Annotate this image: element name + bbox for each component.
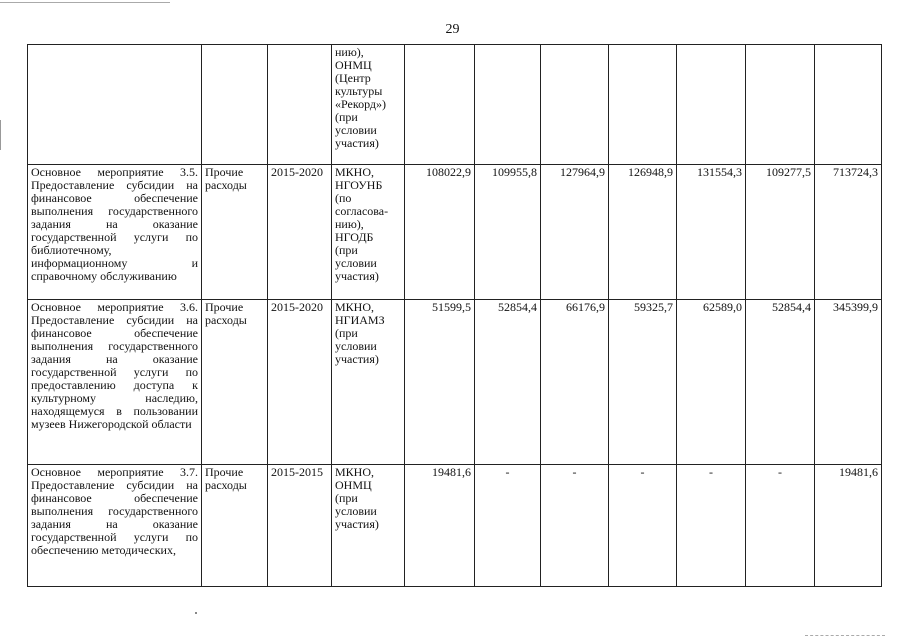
executor-line: участия) xyxy=(335,269,379,283)
executor-line: участия) xyxy=(335,517,379,531)
scan-edge-mark xyxy=(805,634,885,636)
executor-line: условии xyxy=(335,504,377,518)
table-row xyxy=(28,300,882,465)
total-cell: 713724,3 xyxy=(815,165,882,300)
activity-description-cell: Основное мероприятие 3.7. Предоставление субсидии на финансовое обеспечение выполнения государственного задания на оказание государственной услуги по обеспечению методических, xyxy=(28,465,202,587)
executor-line: условии xyxy=(335,256,377,270)
expense-type-cell xyxy=(202,45,268,165)
value-cell: - xyxy=(609,465,677,587)
period-cell: 2015-2020 xyxy=(268,300,332,465)
value-cell xyxy=(475,45,541,165)
executor-cell xyxy=(332,300,405,465)
value-cell: 62589,0 xyxy=(677,300,746,465)
executor-line: (при xyxy=(335,110,358,124)
executor-line: нию), xyxy=(335,217,364,231)
executor-line: участия) xyxy=(335,136,379,150)
executor-line: (при xyxy=(335,491,358,505)
value-cell xyxy=(677,45,746,165)
value-cell: 66176,9 xyxy=(541,300,609,465)
value-cell xyxy=(609,45,677,165)
activity-description-cell xyxy=(28,45,202,165)
value-cell: - xyxy=(475,465,541,587)
scan-speck xyxy=(195,612,197,614)
value-cell: 109277,5 xyxy=(746,165,815,300)
value-cell: 109955,8 xyxy=(475,165,541,300)
expense-type-cell: Прочие расходы xyxy=(202,165,268,300)
value-cell: 52854,4 xyxy=(475,300,541,465)
page-number: 29 xyxy=(445,22,460,37)
executor-line: нию), xyxy=(335,45,364,59)
value-cell: - xyxy=(541,465,609,587)
executor-line: (при xyxy=(335,243,358,257)
expense-type-cell: Прочие расходы xyxy=(202,465,268,587)
total-cell: 19481,6 xyxy=(815,465,882,587)
value-cell: 108022,9 xyxy=(405,165,475,300)
value-cell: 131554,3 xyxy=(677,165,746,300)
total-cell xyxy=(815,45,882,165)
value-cell: 51599,5 xyxy=(405,300,475,465)
value-cell: 126948,9 xyxy=(609,165,677,300)
value-cell: 19481,6 xyxy=(405,465,475,587)
executor-line: участия) xyxy=(335,352,379,366)
executor-line: НГОДБ xyxy=(335,230,374,244)
executor-line: МКНО, xyxy=(335,465,375,479)
executor-line: (по xyxy=(335,191,352,205)
executor-line: условии xyxy=(335,123,377,137)
table-row xyxy=(28,45,882,165)
executor-cell xyxy=(332,45,405,165)
executor-line: МКНО, xyxy=(335,300,375,314)
executor-line: условии xyxy=(335,339,377,353)
activity-description-cell: Основное мероприятие 3.6. Предоставление субсидии на финансовое обеспечение выполнения государственного задания на оказание государственной услуги по предоставлению доступа к культурному наследию, находящемуся в пользовании музеев Нижегородской области xyxy=(28,300,202,465)
executor-line: МКНО, xyxy=(335,165,375,179)
executor-line: (Центр xyxy=(335,71,371,85)
period-cell: 2015-2015 xyxy=(268,465,332,587)
value-cell: - xyxy=(746,465,815,587)
value-cell xyxy=(746,45,815,165)
activity-description-cell: Основное мероприятие 3.5. Предоставление субсидии на финансовое обеспечение выполнения государственного задания на оказание государственной услуги по библиотечному, информационному и справочному обслуживанию xyxy=(28,165,202,300)
executor-line: (при xyxy=(335,326,358,340)
value-cell: - xyxy=(677,465,746,587)
executor-line: ОНМЦ xyxy=(335,478,372,492)
executor-line: культуры xyxy=(335,84,383,98)
scan-edge-mark xyxy=(0,120,1,150)
value-cell xyxy=(405,45,475,165)
executor-line: «Рекорд») xyxy=(335,97,387,111)
table-row xyxy=(28,165,882,300)
period-cell xyxy=(268,45,332,165)
executor-line: НГИАМЗ xyxy=(335,313,385,327)
executor-cell xyxy=(332,465,405,587)
expense-type-cell: Прочие расходы xyxy=(202,300,268,465)
executor-line: ОНМЦ xyxy=(335,58,372,72)
total-cell: 345399,9 xyxy=(815,300,882,465)
executor-line: НГОУНБ xyxy=(335,178,383,192)
value-cell: 59325,7 xyxy=(609,300,677,465)
table-row xyxy=(28,465,882,587)
executor-cell xyxy=(332,165,405,300)
scan-edge-mark xyxy=(0,2,170,3)
value-cell xyxy=(541,45,609,165)
value-cell: 127964,9 xyxy=(541,165,609,300)
period-cell: 2015-2020 xyxy=(268,165,332,300)
value-cell: 52854,4 xyxy=(746,300,815,465)
program-activities-table xyxy=(27,44,882,587)
executor-line: согласова- xyxy=(335,204,389,218)
